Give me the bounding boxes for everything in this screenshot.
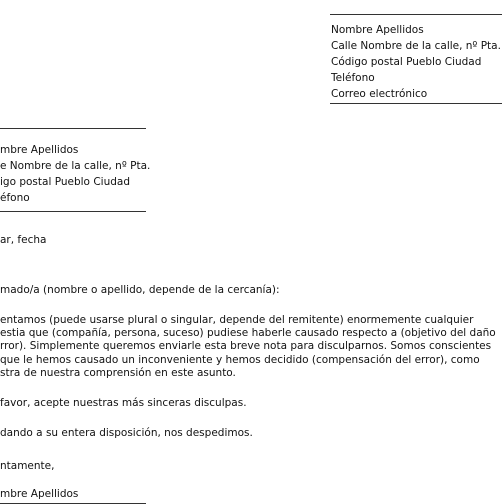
apology-paragraph: favor, acepte nuestras más sinceras disculpas.: [0, 397, 247, 409]
recipient-phone: éfono: [0, 192, 30, 204]
sender-bottom-rule: [330, 103, 502, 104]
paragraph-line-1: entamos (puede usarse plural o singular, depende del remitente) enormemente cualquier: [0, 314, 474, 326]
sender-postal-city: Código postal Pueblo Ciudad: [331, 56, 482, 68]
sender-name: Nombre Apellidos: [331, 24, 424, 36]
sender-email: Correo electrónico: [331, 88, 428, 100]
recipient-bottom-rule: [0, 211, 146, 212]
paragraph-line-3: rror). Simplemente queremos enviarle esta breve nota para disculparnos. Somos conscientes: [0, 340, 492, 352]
recipient-top-rule: [0, 128, 146, 129]
farewell-paragraph: dando a su entera disposición, nos despedimos.: [0, 427, 253, 439]
sender-top-rule: [330, 14, 502, 15]
sender-phone: Teléfono: [331, 72, 375, 84]
paragraph-line-2: estia que (compañía, persona, suceso) pudiese haberle causado respecto a (objetivo del daño: [0, 327, 496, 339]
recipient-address-block: [0, 142, 150, 206]
greeting: mado/a (nombre o apellido, depende de la cercanía):: [0, 284, 280, 296]
sender-address-block: [331, 22, 501, 102]
place-date: ar, fecha: [0, 234, 47, 246]
recipient-postal-city: igo postal Pueblo Ciudad: [0, 176, 130, 188]
closing: ntamente,: [0, 460, 55, 472]
recipient-name: mbre Apellidos: [0, 144, 79, 156]
recipient-street: e Nombre de la calle, nº Pta.: [0, 160, 151, 172]
paragraph-line-4: que le hemos causado un inconveniente y hemos decidido (compensación del error), como: [0, 354, 480, 366]
paragraph-line-5: stra de nuestra comprensión en este asunto.: [0, 367, 236, 379]
sender-street: Calle Nombre de la calle, nº Pta.: [331, 40, 501, 52]
signature-name: mbre Apellidos: [0, 488, 79, 500]
